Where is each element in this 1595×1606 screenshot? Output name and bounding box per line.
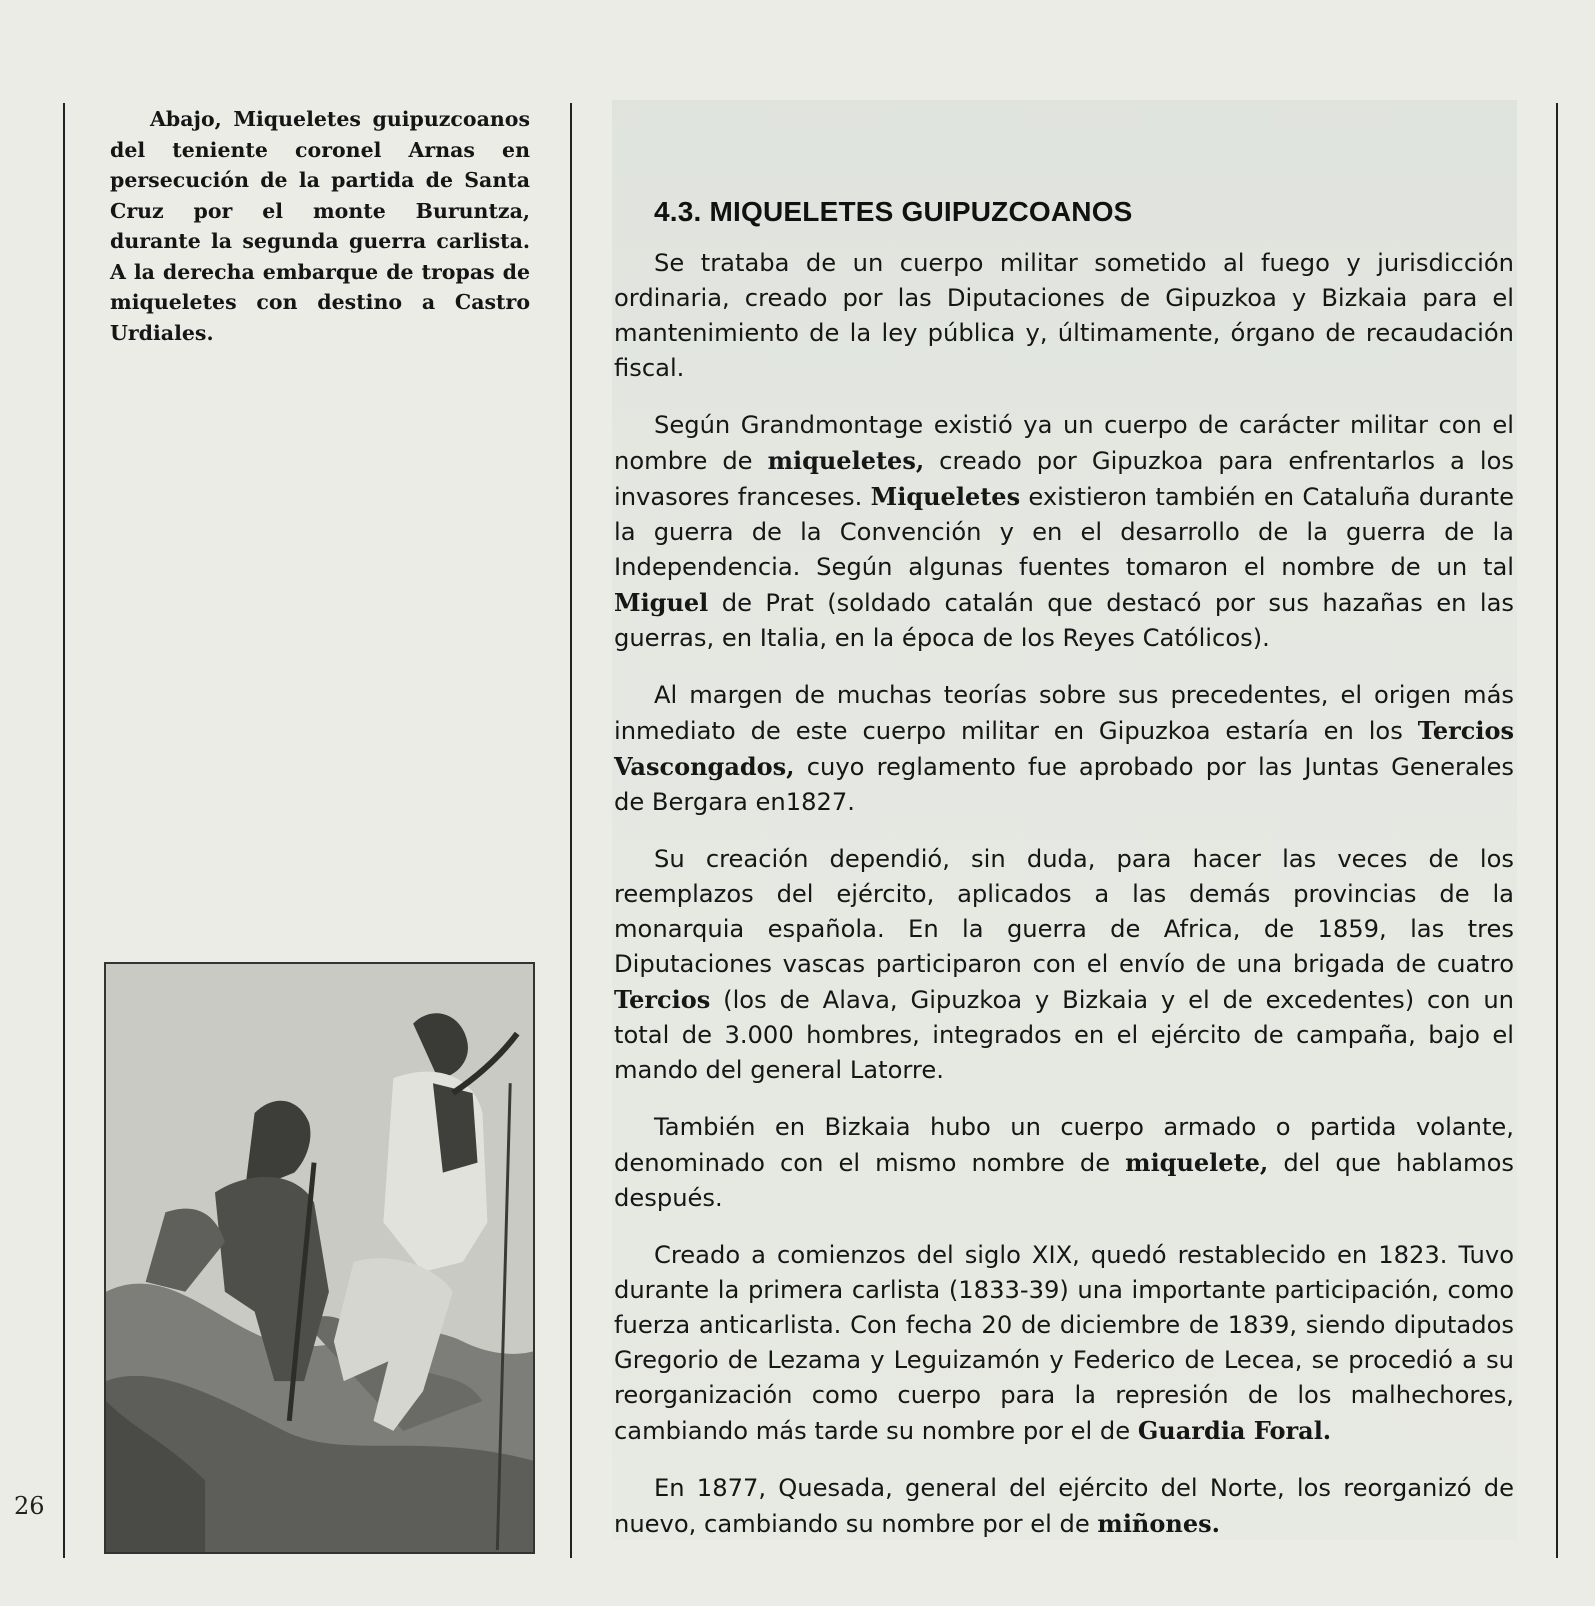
text-run: Se trataba de un cuerpo militar sometido al fuego y jurisdicción ordinaria, creado por las Diputaciones de Gipuzkoa y Bizkaia para el mantenimiento de la ley pública y, últimamente, órgano de recaudación fiscal. bbox=[614, 249, 1514, 382]
article-body bbox=[614, 246, 1514, 1542]
column-divider-rule bbox=[570, 103, 572, 1558]
paragraph bbox=[614, 1238, 1514, 1449]
bold-term: Miqueletes bbox=[870, 482, 1021, 511]
text-run: cuyo reglamento fue aprobado por las Juntas Generales de Bergara en1827. bbox=[614, 753, 1514, 816]
paragraph bbox=[614, 408, 1514, 656]
text-run: creado por Gipuzkoa para enfrentarlos a los invasores franceses. bbox=[614, 447, 1514, 511]
right-margin-rule bbox=[1556, 103, 1558, 1558]
paragraph bbox=[614, 246, 1514, 386]
paragraph bbox=[614, 1110, 1514, 1216]
text-run: (los de Alava, Gipuzkoa y Bizkaia y el de excedentes) con un total de 3.000 hombres, integrados en el ejército de campaña, bajo el mando del general Latorre. bbox=[614, 986, 1514, 1084]
text-run: En 1877, Quesada, general del ejército del Norte, los reorganizó de nuevo, cambiando su nombre por el de bbox=[614, 1474, 1514, 1538]
text-run: de Prat (soldado catalán que destacó por sus hazañas en las guerras, en Italia, en la época de los Reyes Católicos). bbox=[614, 589, 1514, 652]
text-run: Creado a comienzos del siglo XIX, quedó restablecido en 1823. Tuvo durante la primera carlista (1833-39) una importante participación, como fuerza anticarlista. Con fecha 20 de diciembre de 1839, siendo diputados Gregorio de Lezama y Leguizamón y Federico de Lecea, se procedió a su reorganización como cuerpo para la represión de los malhechores, cambiando más tarde su nombre por el de bbox=[614, 1241, 1514, 1445]
bold-term: Tercios bbox=[614, 985, 711, 1014]
bold-term: Miguel bbox=[614, 588, 709, 617]
bold-term: miquelete, bbox=[1125, 1148, 1269, 1177]
paragraph bbox=[614, 842, 1514, 1088]
bold-term: miñones. bbox=[1097, 1509, 1220, 1538]
left-margin-rule bbox=[63, 103, 65, 1558]
text-run: También en Bizkaia hubo un cuerpo armado o partida volante, denominado con el mismo nombre de bbox=[614, 1113, 1514, 1177]
text-run: del que hablamos después. bbox=[614, 1149, 1514, 1212]
text-run: Al margen de muchas teorías sobre sus precedentes, el origen más inmediato de este cuerpo militar en Gipuzkoa estaría en los bbox=[614, 681, 1514, 745]
photo-caption: Abajo, Miqueletes guipuzcoanos del teniente coronel Arnas en persecución de la partida de Santa Cruz por el monte Buruntza, durante la segunda guerra carlista. A la derecha embarque de tropas de miqueletes con destino a Castro Urdiales. bbox=[110, 107, 530, 345]
text-run: Su creación dependió, sin duda, para hacer las veces de los reemplazos del ejército, aplicados a las demás provincias de la monarquia española. En la guerra de Africa, de 1859, las tres Diputaciones vascas participaron con el envío de una brigada de cuatro bbox=[614, 845, 1514, 978]
paragraph bbox=[614, 678, 1514, 820]
text-run: existieron también en Cataluña durante la guerra de la Convención y en el desarrollo de la guerra de la Independencia. Según algunas fuentes tomaron el nombre de un tal bbox=[614, 483, 1514, 581]
illustration-miqueletes bbox=[104, 962, 535, 1554]
section-heading: 4.3. MIQUELETES GUIPUZCOANOS bbox=[654, 196, 1133, 227]
text-run: Según Grandmontage existió ya un cuerpo de carácter militar con el nombre de bbox=[614, 411, 1514, 475]
paragraph bbox=[614, 1471, 1514, 1542]
article-section bbox=[614, 196, 1514, 1564]
page-number: 26 bbox=[14, 1492, 45, 1520]
illustration-drawing bbox=[106, 964, 533, 1552]
bold-term: Tercios Vascongados, bbox=[614, 716, 1514, 781]
bold-term: miqueletes, bbox=[767, 446, 925, 475]
bold-term: Guardia Foral. bbox=[1137, 1416, 1332, 1445]
